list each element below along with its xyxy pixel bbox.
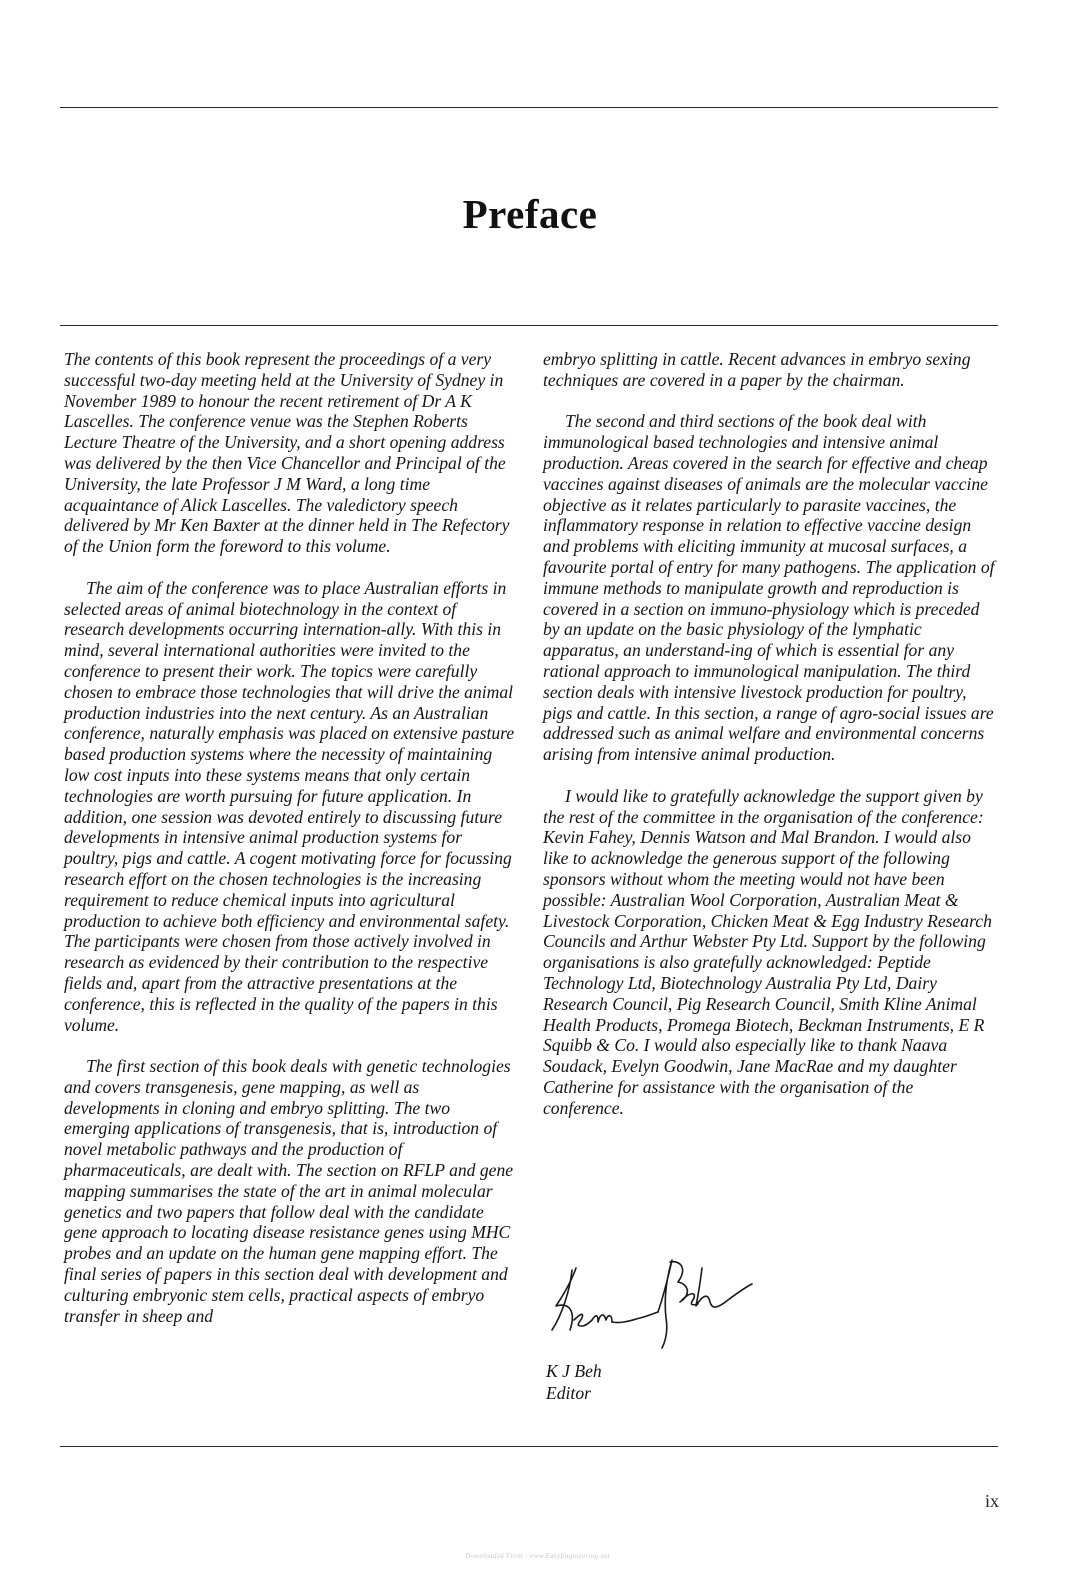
left-column [64,349,516,1347]
footer-watermark: Downloaded From : www.EasyEngineering.net [465,1552,610,1560]
editor-role: Editor [546,1383,591,1403]
top-rule [60,107,998,108]
paragraph-second-third-sections: The second and third sections of the book deal with immunological based technologies and intensive animal production. Areas covered in the search for effective and cheap vaccines against diseases of animals are the molecular vaccine objective as it relates particularly to parasite vaccines, the inflammatory response in relation to effective vaccine design and problems with eliciting immunity at mucosal surfaces, a favourite portal of entry for many pathogens. The application of immune methods to manipulate growth and reproduction is covered in a section on immuno-physiology which is preceded by an update on the basic physiology of the lymphatic apparatus, an understand-ing of which is essential for any rational approach to immunological manipulation. The third section deals with intensive livestock production for poultry, pigs and cattle. In this section, a range of agro-social issues are addressed such as animal welfare and environmental concerns arising from intensive animal production. [543,411,995,765]
page-title: Preface [462,191,598,237]
page-number: ix [984,1491,999,1511]
signature-image [540,1240,790,1355]
paragraph-acknowledgements: I would like to gratefully acknowledge the support given by the rest of the committee in the organisation of the conference: Kevin Fahey, Dennis Watson and Mal Brandon. I would also like to acknowledge the generous support of the following sponsors without whom the meeting would not have been possible: Australian Wool Corporation, Australian Meat & Livestock Corporation, Chicken Meat & Egg Industry Research Councils and Arthur Webster Pty Ltd. Support by the following organisations is also gratefully acknowledged: Peptide Technology Ltd, Biotechnology Australia Pty Ltd, Dairy Research Council, Pig Research Council, Smith Kline Animal Health Products, Promega Biotech, Beckman Instruments, E R Squibb & Co. I would also especially like to thank Naava Soudack, Evelyn Goodwin, Jane MacRae and my daughter Catherine for assistance with the organisation of the conference. [543,785,992,1118]
editor-name: K J Beh [546,1361,602,1381]
paragraph-intro: The contents of this book represent the proceedings of a very successful two-day meeting held at the University of Sydney in November 1989 to honour the recent retirement of Dr A K Lascelles. The conference venue was the Stephen Roberts Lecture Theatre of the University, and a short opening address was delivered by the then Vice Chancellor and Principal of the University, the late Professor J M Ward, a long time acquaintance of Alick Lascelles. The valedictory speech delivered by Mr Ken Baxter at the dinner held in The Refectory of the Union form the foreword to this volume. [64,349,510,557]
paragraph-continued: embryo splitting in cattle. Recent advances in embryo sexing techniques are covered in a paper by the chairman. [543,349,971,390]
footer-rule [60,1446,998,1447]
paragraph-first-section: The first section of this book deals with genetic technologies and covers transgenesis, gene mapping, as well as developments in cloning and embryo splitting. The two emerging applications of transgenesis, that is, introduction of novel metabolic pathways and the production of pharmaceuticals, are dealt with. The section on RFLP and gene mapping summarises the state of the art in animal molecular genetics and two papers that follow deal with the candidate gene approach to locating disease resistance genes using MHC probes and an update on the human gene mapping effort. The final series of papers in this section deal with development and culturing embryonic stem cells, practical aspects of embryo transfer in sheep and [64,1056,514,1326]
right-column [543,349,995,1139]
paragraph-aim: The aim of the conference was to place Australian efforts in selected areas of animal biotechnology in the context of research developments occurring internation-ally. With this in mind, several international authorities were invited to the conference to present their work. The topics were carefully chosen to embrace those technologies that will drive the animal production industries into the next century. As an Australian conference, naturally emphasis was placed on extensive pasture based production systems where the necessity of maintaining low cost inputs into these systems means that only certain technologies are worth pursuing for future application. In addition, one session was devoted entirely to discussing future developments in intensive animal production systems for poultry, pigs and cattle. A cogent motivating force for focussing research effort on the chosen technologies is the increasing requirement to reduce chemical inputs into agricultural production to achieve both efficiency and environmental safety. The participants were chosen from those actively involved in research as evidenced by their contribution to the respective fields and, apart from the attractive presentations at the conference, this is reflected in the quality of the papers in this volume. [64,577,515,1035]
title-bottom-rule [60,325,998,326]
